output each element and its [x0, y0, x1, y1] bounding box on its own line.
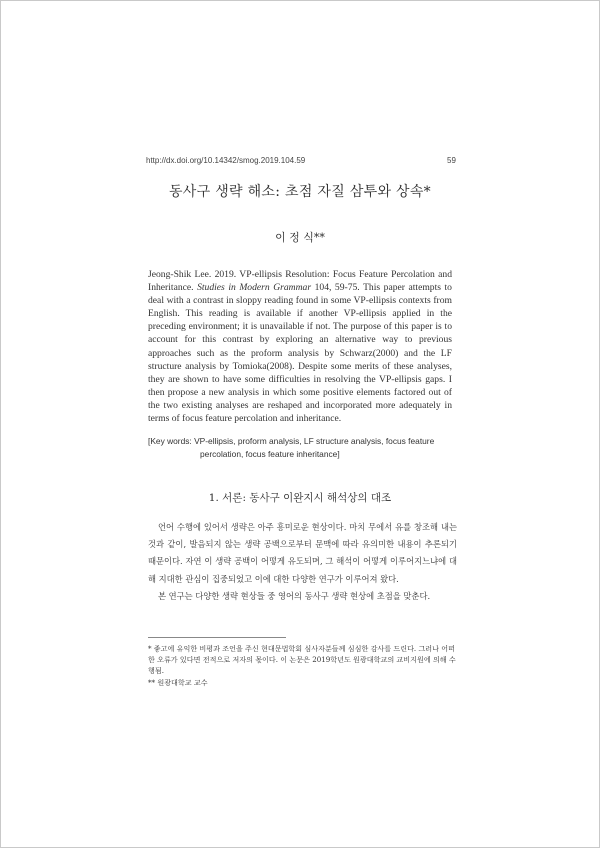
- abstract-citation: Jeong-Shik Lee. 2019. VP-ellipsis Resolution: Focus Feature Percolation and Inheritance.: [148, 269, 452, 294]
- abstract: [148, 268, 452, 425]
- keywords-line-2: percolation, focus feature inheritance]: [200, 448, 340, 459]
- abstract-body: This paper attempts to deal with a contrast in sloppy reading found in some VP-ellipsis contexts from English. This reading is available if another VP-ellipsis applied in the preceding environment; it is unavailable if not. The purpose of this paper is to account for this contrast by exploring an alternative way to previous approaches such as the proform analysis by Schwarz(2000) and the LF structure analysis by Tomioka(2008). Despite some merits of these analyses, they are shown to have some difficulties in resolving the VP-ellipsis gaps. I then propose a new analysis in which some positive elements factored out of the two existing analyses are reshaped and incorporated more adequately in terms of focus feature percolation and inheritance.: [148, 282, 452, 425]
- paper-title: 동사구 생략 해소: 초점 자질 삼투와 상속*: [168, 184, 431, 200]
- body-paragraph: 본 연구는 다양한 생략 현상들 중 영어의 동사구 생략 현상에 초점을 맞춘다.: [158, 590, 431, 601]
- footnote-acknowledgement: * 좋고에 유익한 비평과 조언을 주신 현대문법학회 심사자분들께 심심한 감사를 드린다. 그러나 어떠한 오류가 있다면 전적으로 저자의 몫이다. 이 논문은 2019학년도 원광대학교의 교비지원에 의해 수행됨.: [148, 644, 456, 676]
- footnotes: [148, 643, 458, 688]
- footnote-divider: [148, 637, 286, 638]
- footnote-affiliation: ** 원광대학교 교수: [148, 677, 208, 687]
- section-body: [148, 519, 457, 605]
- journal-name: Studies in Modern Grammar: [197, 282, 312, 294]
- page-number: 59: [447, 156, 456, 165]
- keywords-line-1: [Key words: VP-ellipsis, proform analysis, LF structure analysis, focus feature: [148, 436, 435, 446]
- author-name: 이 정 식**: [275, 231, 325, 244]
- abstract-citation-pages: 104, 59-75.: [314, 282, 360, 294]
- doi-link[interactable]: http://dx.doi.org/10.14342/smog.2019.104.59: [146, 156, 306, 165]
- section-heading: 1. 서론: 동사구 이완지시 해석상의 대조: [208, 492, 392, 504]
- keywords: [148, 435, 458, 460]
- body-paragraph: 언어 수행에 있어서 생략은 아주 흥미로운 현상이다. 마치 무에서 유를 창조해 내는 것과 같이, 발음되지 않는 생략 공백으로부터 문맥에 따라 유의미한 내용이 추론되기 때문이다. 자연 이 생략 공백이 어떻게 유도되며, 그 해석이 어떻게 이루어지느냐에 대해 지대한 관심이 집중되었고 이에 대한 다양한 연구가 이루어져 왔다.: [148, 522, 457, 584]
